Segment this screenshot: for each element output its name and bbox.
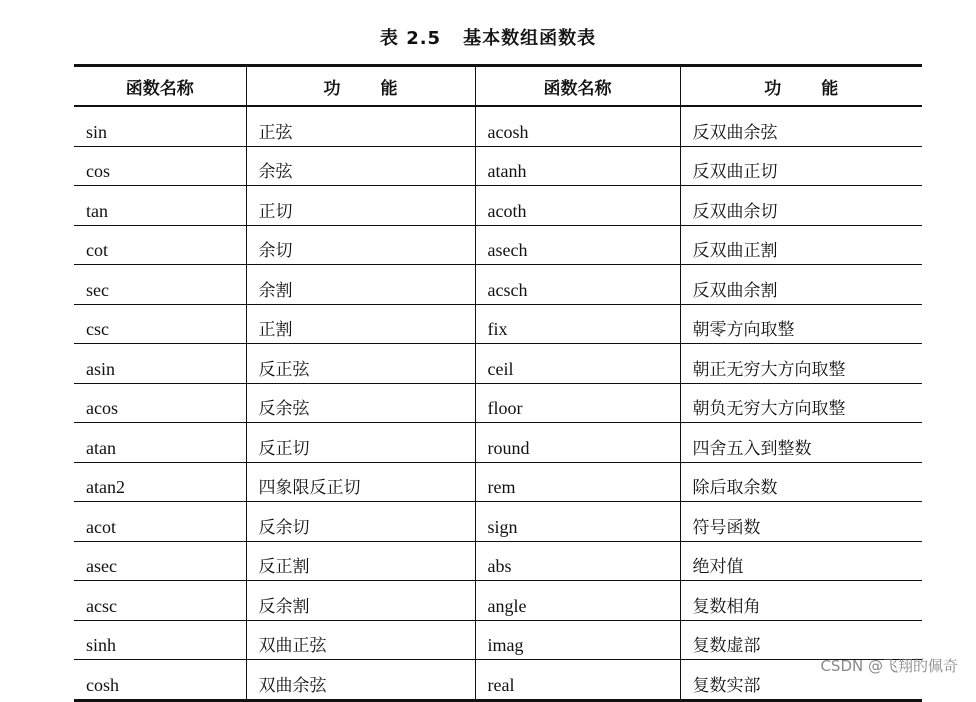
function-name-right: rem: [475, 462, 680, 502]
function-name-right: sign: [475, 502, 680, 542]
header-function-name-left: 函数名称: [125, 78, 194, 99]
function-name-left: acot: [74, 502, 246, 542]
function-desc-left: 正切: [246, 186, 475, 226]
function-name-left: acsc: [74, 581, 246, 621]
function-desc-right: 除后取余数: [680, 462, 922, 502]
table-row: [74, 146, 922, 186]
table-number: 表 2.5: [379, 28, 442, 49]
function-name-left: sec: [74, 265, 246, 305]
function-desc-left: 四象限反正切: [246, 462, 475, 502]
function-name-left: tan: [74, 186, 246, 226]
table-caption: [0, 24, 976, 50]
function-desc-right: 复数相角: [680, 581, 922, 621]
function-desc-left: 反正弦: [246, 344, 475, 384]
function-name-right: acsch: [475, 265, 680, 305]
table-row: [74, 186, 922, 226]
function-desc-right: 复数实部: [680, 660, 922, 701]
function-name-right: round: [475, 423, 680, 463]
table-row: [74, 502, 922, 542]
table-row: [74, 581, 922, 621]
function-name-right: abs: [475, 541, 680, 581]
function-desc-right: 绝对值: [680, 541, 922, 581]
function-desc-right: 反双曲正切: [680, 146, 922, 186]
function-name-left: acos: [74, 383, 246, 423]
table-row: [74, 106, 922, 146]
function-name-left: csc: [74, 304, 246, 344]
function-desc-left: 反正切: [246, 423, 475, 463]
table-row: [74, 304, 922, 344]
function-desc-left: 余切: [246, 225, 475, 265]
function-name-right: imag: [475, 620, 680, 660]
function-desc-left: 正割: [246, 304, 475, 344]
function-desc-left: 余弦: [246, 146, 475, 186]
table-row: [74, 541, 922, 581]
function-name-right: real: [475, 660, 680, 701]
table-body: [74, 106, 922, 700]
function-desc-right: 反双曲余割: [680, 265, 922, 305]
function-name-right: fix: [475, 304, 680, 344]
function-desc-left: 正弦: [246, 106, 475, 146]
table-row: [74, 344, 922, 384]
function-name-left: asec: [74, 541, 246, 581]
function-desc-right: 朝正无穷大方向取整: [680, 344, 922, 384]
function-desc-left: 余割: [246, 265, 475, 305]
function-desc-right: 符号函数: [680, 502, 922, 542]
table-row: [74, 660, 922, 701]
function-desc-left: 反余切: [246, 502, 475, 542]
function-name-right: angle: [475, 581, 680, 621]
table-title: 基本数组函数表: [463, 28, 597, 49]
function-name-right: floor: [475, 383, 680, 423]
header-function-desc-right: 功能: [680, 66, 922, 107]
function-name-left: sin: [74, 106, 246, 146]
function-table: [74, 64, 922, 702]
function-name-left: atan: [74, 423, 246, 463]
function-desc-right: 反双曲余弦: [680, 106, 922, 146]
function-name-left: cosh: [74, 660, 246, 701]
function-name-left: atan2: [74, 462, 246, 502]
function-name-left: asin: [74, 344, 246, 384]
table-row: [74, 423, 922, 463]
function-name-right: asech: [475, 225, 680, 265]
function-name-right: acosh: [475, 106, 680, 146]
table-header-row: [74, 66, 922, 107]
function-name-right: atanh: [475, 146, 680, 186]
function-desc-left: 双曲余弦: [246, 660, 475, 701]
function-desc-right: 四舍五入到整数: [680, 423, 922, 463]
table-row: [74, 620, 922, 660]
header-function-name-right: 函数名称: [475, 66, 680, 107]
function-desc-right: 朝零方向取整: [680, 304, 922, 344]
header-function-desc-left: 功能: [246, 66, 475, 107]
function-desc-right: 复数虚部: [680, 620, 922, 660]
watermark: CSDN @飞翔的佩奇: [820, 657, 958, 675]
function-desc-right: 反双曲余切: [680, 186, 922, 226]
function-name-left: cos: [74, 146, 246, 186]
function-name-left: cot: [74, 225, 246, 265]
table-row: [74, 265, 922, 305]
function-desc-left: 反余弦: [246, 383, 475, 423]
table-row: [74, 383, 922, 423]
function-desc-left: 双曲正弦: [246, 620, 475, 660]
function-name-right: ceil: [475, 344, 680, 384]
table-row: [74, 225, 922, 265]
function-name-left: sinh: [74, 620, 246, 660]
function-name-right: acoth: [475, 186, 680, 226]
function-desc-left: 反正割: [246, 541, 475, 581]
function-desc-right: 反双曲正割: [680, 225, 922, 265]
function-desc-right: 朝负无穷大方向取整: [680, 383, 922, 423]
table-row: [74, 462, 922, 502]
function-desc-left: 反余割: [246, 581, 475, 621]
